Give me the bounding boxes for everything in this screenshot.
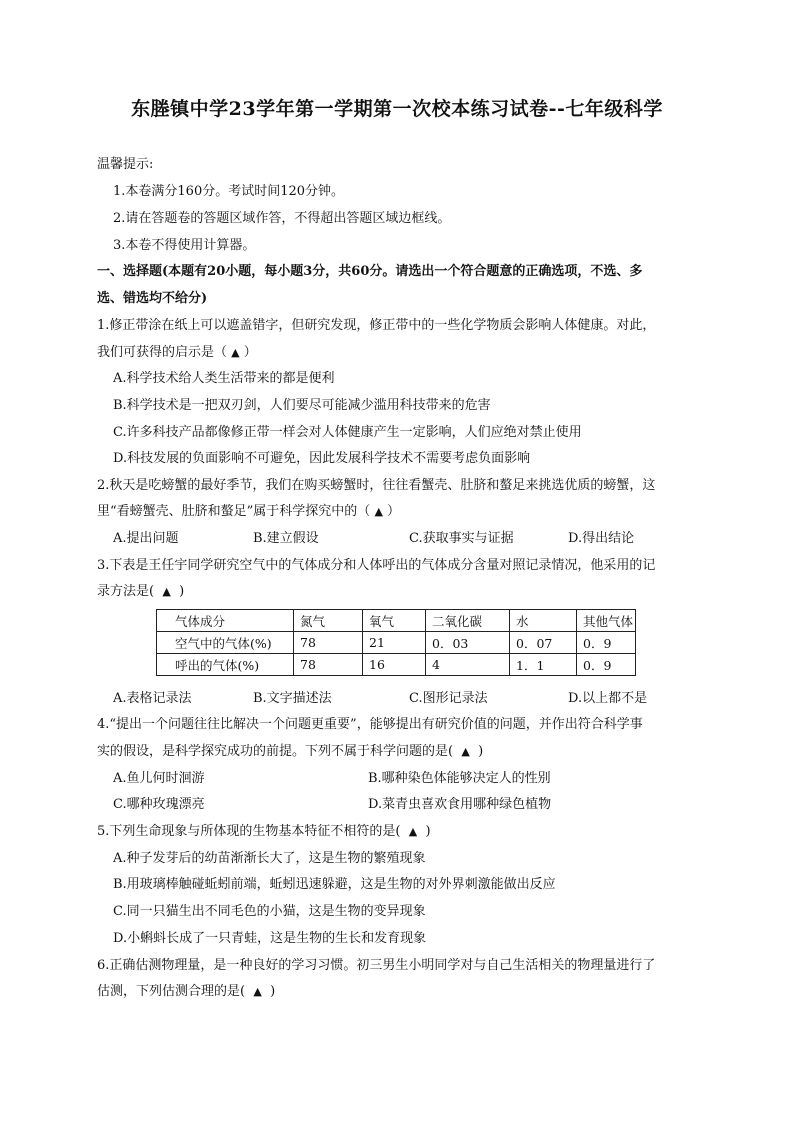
prompt-text: 里“看螃蟹壳、肚脐和螯足”属于科学探究中的（ <box>97 504 371 519</box>
question-3-text: 3.下表是王任宇同学研究空气中的气体成分和人体呼出的气体成分含量对照记录情况，他采用的记 <box>97 558 656 573</box>
question-6-prompt <box>97 984 275 1000</box>
table-cell: 16 <box>363 654 426 676</box>
section-heading-cont: 选、错选均不给分) <box>97 291 208 306</box>
option-d: D.得出结论 <box>568 531 635 546</box>
table-cell: 0．07 <box>510 632 577 654</box>
option-d: D.以上都不是 <box>568 691 648 706</box>
option-d: D.菜青虫喜欢食用哪种绿色植物 <box>368 797 552 812</box>
table-cell: 4 <box>426 654 510 676</box>
table-cell: 0．9 <box>577 632 636 654</box>
table-cell: 1．1 <box>510 654 577 676</box>
prompt-paren: ） <box>387 504 401 519</box>
notice-heading: 温馨提示: <box>97 157 154 172</box>
table-header: 氮气 <box>294 610 363 632</box>
prompt-text: 实的假设，是科学探究成功的前提。下列不属于科学问题的是( <box>97 744 454 759</box>
gas-composition-table <box>156 609 636 676</box>
prompt-paren: ) <box>179 584 185 599</box>
table-header: 二氧化碳 <box>426 610 510 632</box>
option-c: C.同一只猫生出不同毛色的小猫，这是生物的变异现象 <box>113 904 426 919</box>
notice-item: 1.本卷满分160分。考试时间120分钟。 <box>113 184 345 199</box>
option-a: A.提出问题 <box>113 531 179 546</box>
question-1-prompt <box>97 345 257 361</box>
prompt-paren: ） <box>243 345 257 360</box>
option-c: C.图形记录法 <box>409 691 488 706</box>
table-header: 其他气体 <box>577 610 636 632</box>
table-row <box>157 654 636 676</box>
answer-triangle-icon: ▲ <box>162 585 171 598</box>
option-b: B.哪种染色体能够决定人的性别 <box>368 771 551 786</box>
prompt-text: 录方法是( <box>97 584 155 599</box>
table-cell: 0．03 <box>426 632 510 654</box>
table-header: 氧气 <box>363 610 426 632</box>
option-b: B.建立假设 <box>253 531 319 546</box>
notice-item: 2.请在答题卷的答题区域作答，不得超出答题区域边框线。 <box>113 211 451 226</box>
answer-triangle-icon: ▲ <box>408 825 418 838</box>
table-cell: 21 <box>363 632 426 654</box>
prompt-paren: ) <box>270 984 276 999</box>
question-2-text: 2.秋天是吃螃蟹的最好季节，我们在购买螃蟹时，往往看蟹壳、肚脐和螯足来挑选优质的螃蟹，这 <box>97 478 656 493</box>
table-cell: 78 <box>294 654 363 676</box>
option-d: D.科技发展的负面影响不可避免，因此发展科学技术不需要考虑负面影响 <box>113 451 531 466</box>
question-6-text: 6.正确估测物理量，是一种良好的学习习惯。初三男生小明同学对与自己生活相关的物理量进行了 <box>97 958 656 973</box>
table-cell: 呼出的气体(%) <box>157 654 294 676</box>
answer-triangle-icon: ▲ <box>231 346 240 359</box>
prompt-paren: ) <box>425 824 431 839</box>
option-a: A.种子发芽后的幼苗渐渐长大了，这是生物的繁殖现象 <box>113 851 426 866</box>
answer-triangle-icon: ▲ <box>374 505 383 518</box>
question-4-text: 4.“提出一个问题往往比解决一个问题更重要”，能够提出有研究价值的问题，并作出符合科学事 <box>97 717 643 732</box>
option-a: A.表格记录法 <box>113 691 192 706</box>
option-b: B.文字描述法 <box>253 691 332 706</box>
notice-item: 3.本卷不得使用计算器。 <box>113 238 256 253</box>
prompt-paren: ) <box>478 744 484 759</box>
exam-title: 东塍镇中学23学年第一学期第一次校本练习试卷--七年级科学 <box>131 98 663 120</box>
option-a: A.鱼儿何时洄游 <box>113 771 205 786</box>
question-1-text: 1.修正带涂在纸上可以遮盖错字，但研究发现，修正带中的一些化学物质会影响人体健康。对此， <box>97 318 656 333</box>
section-heading: 一、选择题(本题有20小题，每小题3分，共60分。请选出一个符合题意的正确选项，不选、多 <box>97 264 643 279</box>
table-header: 气体成分 <box>157 610 294 632</box>
question-3-prompt <box>97 584 184 600</box>
prompt-text: 我们可获得的启示是（ <box>97 345 228 360</box>
option-d: D.小蝌蚪长成了一只青蛙，这是生物的生长和发育现象 <box>113 931 427 946</box>
option-b: B.用玻璃棒触碰蚯蚓前端，蚯蚓迅速躲避，这是生物的对外界刺激能做出反应 <box>113 877 556 892</box>
option-c: C.哪种玫瑰漂亮 <box>113 797 205 812</box>
question-2-prompt <box>97 504 400 520</box>
table-cell: 0．9 <box>577 654 636 676</box>
prompt-text: 估测，下列估测合理的是( <box>97 984 246 999</box>
table-cell: 78 <box>294 632 363 654</box>
table-header: 水 <box>510 610 577 632</box>
question-5-prompt <box>97 824 431 840</box>
answer-triangle-icon: ▲ <box>253 985 262 998</box>
answer-triangle-icon: ▲ <box>461 745 470 758</box>
option-a: A.科学技术给人类生活带来的都是便利 <box>113 371 335 386</box>
question-4-prompt <box>97 744 483 760</box>
option-c: C.获取事实与证据 <box>409 531 514 546</box>
option-b: B.科学技术是一把双刃剑，人们要尽可能减少滥用科技带来的危害 <box>113 398 491 413</box>
prompt-text: 5.下列生命现象与所体现的生物基本特征不相符的是( <box>97 824 401 839</box>
table-cell: 空气中的气体(%) <box>157 632 294 654</box>
table-header-row <box>157 610 636 632</box>
table-row <box>157 632 636 654</box>
option-c: C.许多科技产品都像修正带一样会对人体健康产生一定影响，人们应绝对禁止使用 <box>113 425 582 440</box>
